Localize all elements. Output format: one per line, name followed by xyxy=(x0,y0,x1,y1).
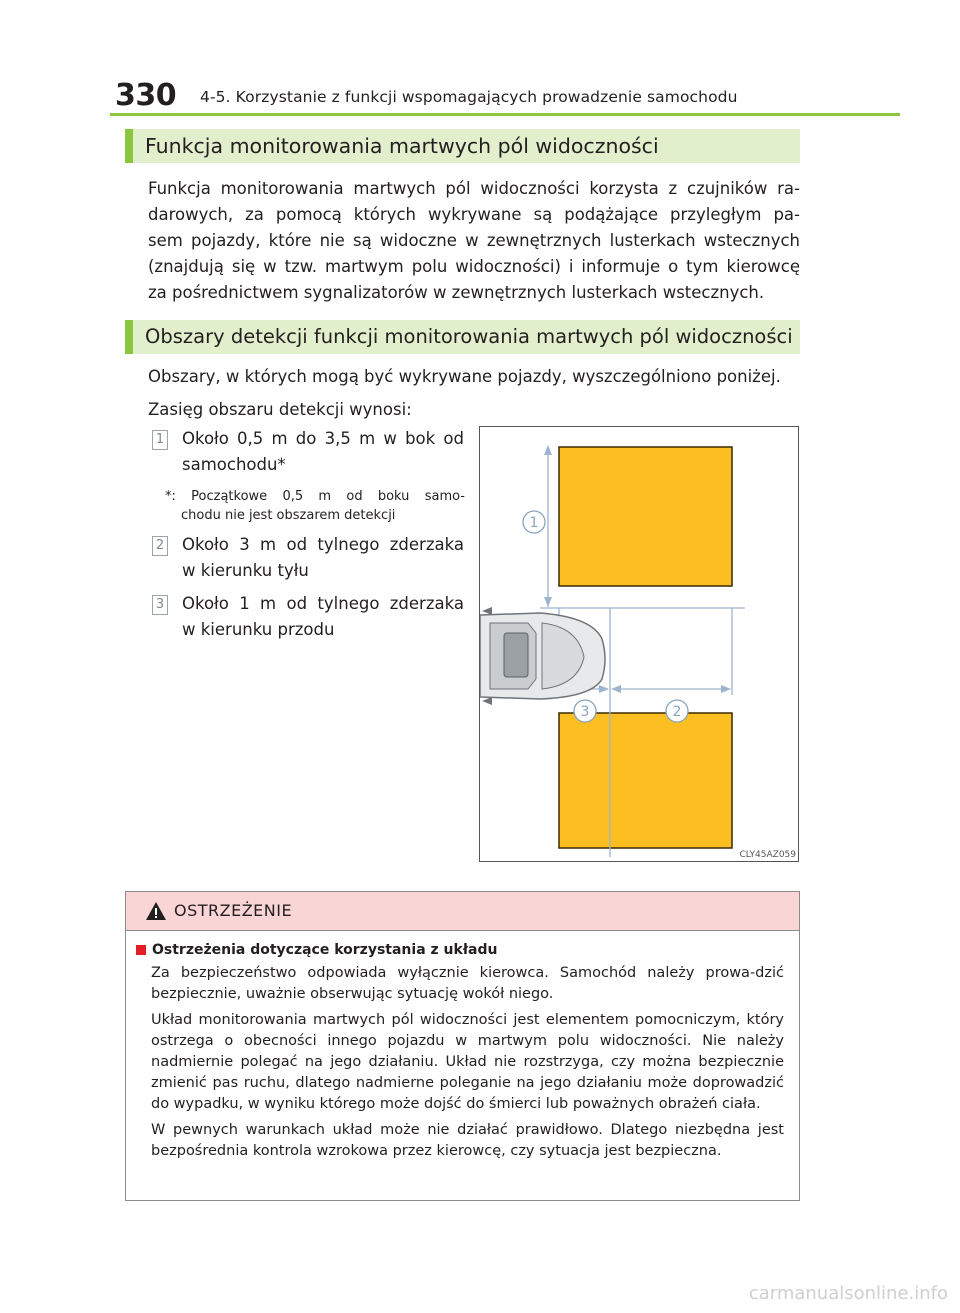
detection-area-figure xyxy=(479,426,799,862)
section-title-detection-areas: Obszary detekcji funkcji monitorowania martwych pól widoczności xyxy=(125,320,800,354)
list-item xyxy=(152,532,464,584)
footnote-line: chodu nie jest obszarem detekcji xyxy=(181,508,396,523)
warning-triangle-icon xyxy=(145,901,167,921)
item-text: Około 1 m od tylnego zderzaka xyxy=(182,594,464,613)
paragraph-line: (znajdują się w tzw. martwym polu widoczności) i informuje o tym kierowcę xyxy=(148,257,800,276)
range-label: Zasięg obszaru detekcji wynosi: xyxy=(148,400,412,419)
paragraph-line: darowych, za pomocą których wykrywane są podążające przyległym pa- xyxy=(148,205,800,224)
header-rule xyxy=(110,113,900,116)
section2-intro: Obszary, w których mogą być wykrywane pojazdy, wyszczególniono poniżej. xyxy=(148,367,781,386)
item-number-badge: 3 xyxy=(152,595,168,615)
paragraph-line: sem pojazdy, które nie są widoczne w zewnętrznych lusterkach wstecznych xyxy=(148,231,800,250)
item-text: w kierunku tyłu xyxy=(182,561,309,580)
paragraph-line: za pośrednictwem sygnalizatorów w zewnętrznych lusterkach wstecznych. xyxy=(148,283,765,302)
item-text: Około 0,5 m do 3,5 m w bok od xyxy=(182,429,464,448)
warning-title: OSTRZEŻENIE xyxy=(174,901,293,920)
car-top-view xyxy=(480,607,605,705)
item-text: Około 3 m od tylnego zderzaka xyxy=(182,535,464,554)
warning-paragraph: W pewnych warunkach układ może nie działać prawidłowo. Dlatego niezbędna jest bezpośrednia kontrola wzrokowa przez kierowcę, czy sytuacja jest bezpieczna. xyxy=(151,1122,784,1159)
rear-detection-zone xyxy=(559,713,732,848)
item-number-badge: 2 xyxy=(152,536,168,556)
item-number-badge: 1 xyxy=(152,430,168,450)
section-title-blind-spot: Funkcja monitorowania martwych pól widoczności xyxy=(125,129,800,163)
warning-header xyxy=(126,892,799,931)
paragraph-line: Funkcja monitorowania martwych pól widoczności korzysta z czujników ra- xyxy=(148,179,800,198)
page-number: 330 xyxy=(115,78,177,113)
callout-3: 3 xyxy=(580,704,590,720)
warning-paragraph: Za bezpieczeństwo odpowiada wyłącznie kierowca. Samochód należy prowa-dzić bezpiecznie, uważnie obserwując sytuację wokół niego. xyxy=(151,965,784,1002)
detection-diagram xyxy=(480,427,798,861)
footnote-line: *: Początkowe 0,5 m od boku samo- xyxy=(165,489,465,504)
item-text: samochodu* xyxy=(182,455,286,474)
item-text: w kierunku przodu xyxy=(182,620,335,639)
figure-code: CLY45AZ059 xyxy=(739,850,796,860)
warning-paragraph: Układ monitorowania martwych pól widoczności jest elementem pomocniczym, który ostrzega o obecności innego pojazdu w martwym polu widoczności. Nie należy nadmiernie polegać na jego działaniu. Układ nie rozstrzyga, czy można bezpiecznie zmienić pas ruchu, dlatego nadmierne poleganie na jego działaniu może doprowadzić do wypadku, w wyniku którego może dojść do śmierci lub poważnych obrażeń ciała. xyxy=(151,1012,784,1112)
list-item xyxy=(152,591,464,643)
list-item xyxy=(152,426,464,478)
warning-box xyxy=(125,891,800,1201)
side-detection-zone xyxy=(559,447,732,586)
section1-paragraph xyxy=(148,176,800,306)
callout-2: 2 xyxy=(672,704,682,720)
warning-subtitle: Ostrzeżenia dotyczące korzystania z układu xyxy=(136,940,784,961)
callout-1: 1 xyxy=(529,515,539,531)
watermark: carmanualsonline.info xyxy=(748,1283,948,1304)
chapter-title: 4-5. Korzystanie z funkcji wspomagających prowadzenie samochodu xyxy=(200,88,738,106)
footnote xyxy=(165,487,465,525)
warning-body xyxy=(136,940,784,1167)
